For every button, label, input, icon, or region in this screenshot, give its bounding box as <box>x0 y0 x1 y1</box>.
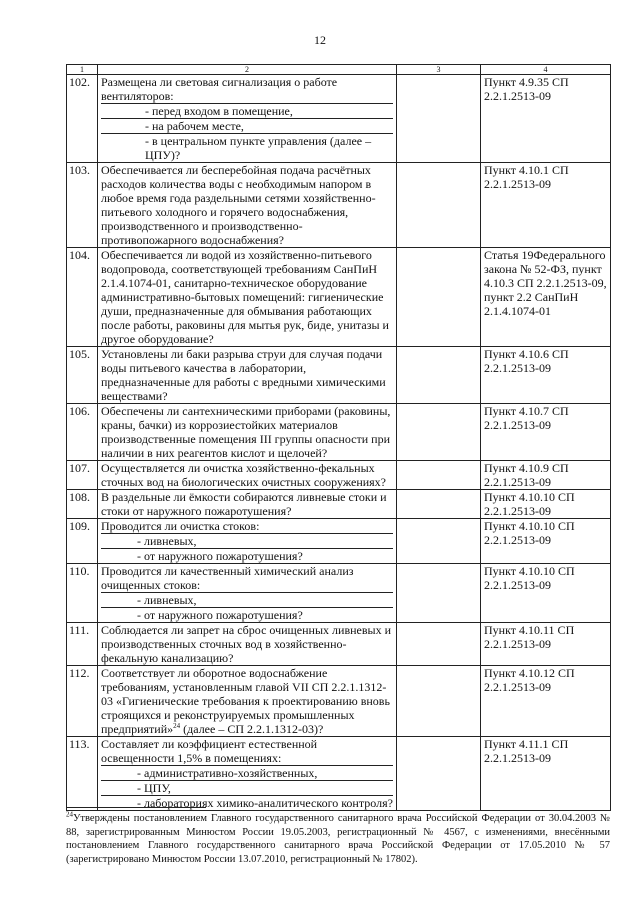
answer-cell <box>397 737 481 811</box>
footnote <box>66 812 610 866</box>
sub-item: - ливневых, <box>101 593 393 608</box>
sub-item: - от наружного пожаротушения? <box>137 608 303 622</box>
sub-item: - ливневых, <box>101 534 393 549</box>
item-question: Обеспечивается ли водой из хозяйственно-питьевого водопровода, соответствующей требованиям СанПиН 2.1.4.1074-01, санитарно-техническое оборудование административно-бытовых помещений: гигиенические души, предназначенные для обмывания работающих после работы, раковины для мытья рук, биде, унитазы и другое оборудование? <box>98 248 397 347</box>
item-number: 109. <box>67 519 98 564</box>
item-question: Обеспечивается ли бесперебойная подача расчётных расходов количества воды с необходимым напором в любое время года раздельными сетями хозяйственно-питьевого холодного и горячего водоснабжения, производственного и производственно-противопожарного водоснабжения? <box>98 163 397 248</box>
item-reference: Пункт 4.10.12 СП 2.2.1.2513-09 <box>481 666 611 737</box>
item-reference: Пункт 4.9.35 СП 2.2.1.2513-09 <box>481 75 611 163</box>
item-reference: Статья 19Федерального закона № 52-ФЗ, пункт 4.10.3 СП 2.2.1.2513-09, пункт 2.2 СанПиН 2.1.4.1074-01 <box>481 248 611 347</box>
sub-item: - перед входом в помещение, <box>101 104 393 119</box>
table-row <box>67 75 611 163</box>
item-question: Установлены ли баки разрыва струи для случая подачи воды питьевого качества в лаборатории, предназначенные для работы с вредными химическими веществами? <box>98 347 397 404</box>
table-row <box>67 737 611 811</box>
table-row <box>67 666 611 737</box>
item-question: Осуществляется ли очистка хозяйственно-фекальных сточных вод на биологических очистных сооружениях? <box>98 461 397 490</box>
item-number: 104. <box>67 248 98 347</box>
item-number: 112. <box>67 666 98 737</box>
sub-item: - ЦПУ, <box>101 781 393 796</box>
item-question: Соблюдается ли запрет на сброс очищенных ливневых и производственных сточных вод в хозяйственно-фекальную канализацию? <box>98 623 397 666</box>
item-question: Проводится ли качественный химический анализ очищенных стоков: - ливневых, - от наружного пожаротушения? <box>98 564 397 623</box>
item-reference: Пункт 4.10.11 СП 2.2.1.2513-09 <box>481 623 611 666</box>
item-number: 108. <box>67 490 98 519</box>
answer-cell <box>397 163 481 248</box>
answer-cell <box>397 623 481 666</box>
column-header: 2 <box>98 65 397 75</box>
item-reference: Пункт 4.10.10 СП 2.2.1.2513-09 <box>481 490 611 519</box>
item-reference: Пункт 4.10.6 СП 2.2.1.2513-09 <box>481 347 611 404</box>
checklist-table <box>66 64 611 811</box>
sub-item: - в центральном пункте управления (далее – ЦПУ)? <box>145 134 372 162</box>
item-reference: Пункт 4.10.9 СП 2.2.1.2513-09 <box>481 461 611 490</box>
table-row <box>67 163 611 248</box>
answer-cell <box>397 461 481 490</box>
sub-item: - от наружного пожаротушения? <box>137 549 303 563</box>
page-number: 12 <box>314 33 326 47</box>
table-row <box>67 623 611 666</box>
item-number: 106. <box>67 404 98 461</box>
answer-cell <box>397 666 481 737</box>
item-number: 113. <box>67 737 98 811</box>
item-number: 107. <box>67 461 98 490</box>
item-reference: Пункт 4.10.10 СП 2.2.1.2513-09 <box>481 519 611 564</box>
table-row <box>67 347 611 404</box>
item-question: Составляет ли коэффициент естественной освещенности 1,5% в помещениях: - административно-хозяйственных, - ЦПУ, - лабораториях химико-аналитического контроля? <box>98 737 397 811</box>
item-reference: Пункт 4.10.7 СП 2.2.1.2513-09 <box>481 404 611 461</box>
column-header: 4 <box>481 65 611 75</box>
answer-cell <box>397 519 481 564</box>
table-row <box>67 461 611 490</box>
footnote-marker: 24 <box>173 722 181 730</box>
answer-cell <box>397 248 481 347</box>
item-number: 111. <box>67 623 98 666</box>
item-question: Размещена ли световая сигнализация о работе вентиляторов: - перед входом в помещение, - на рабочем месте, - в центральном пункте управления (далее – ЦПУ)? <box>98 75 397 163</box>
table-row <box>67 564 611 623</box>
footnote-divider <box>66 807 206 808</box>
item-reference: Пункт 4.11.1 СП 2.2.1.2513-09 <box>481 737 611 811</box>
answer-cell <box>397 347 481 404</box>
column-header: 3 <box>397 65 481 75</box>
sub-item: - лабораториях химико-аналитического контроля? <box>137 796 393 810</box>
table-row <box>67 490 611 519</box>
item-number: 102. <box>67 75 98 163</box>
answer-cell <box>397 490 481 519</box>
table-row <box>67 248 611 347</box>
answer-cell <box>397 404 481 461</box>
item-number: 103. <box>67 163 98 248</box>
footnote-text: Утверждены постановлением Главного государственного санитарного врача Российской Федерации от 30.04.2003 № 88, зарегистрированным Минюстом России 19.05.2003, регистрационный № 4567, с изменениями, внесёнными постановлением Главного государственного санитарного врача Российской Федерации от 17.05.2010 № 57 (зарегистрировано Минюстом России 13.07.2010, регистрационный № 17802). <box>66 813 610 865</box>
item-reference: Пункт 4.10.10 СП 2.2.1.2513-09 <box>481 564 611 623</box>
item-question: В раздельные ли ёмкости собираются ливневые стоки и стоки от наружного пожаротушения? <box>98 490 397 519</box>
item-number: 105. <box>67 347 98 404</box>
item-number: 110. <box>67 564 98 623</box>
answer-cell <box>397 564 481 623</box>
item-reference: Пункт 4.10.1 СП 2.2.1.2513-09 <box>481 163 611 248</box>
item-question: Проводится ли очистка стоков: - ливневых, - от наружного пожаротушения? <box>98 519 397 564</box>
item-question: Соответствует ли оборотное водоснабжение требованиям, установленным главой VII СП 2.2.1.1312-03 «Гигиенические требования к проектированию вновь строящихся и реконструируемых промышленных предприятий»$^{24}$ (далее – СП 2.2.1.1312-03)? <box>98 666 397 737</box>
answer-cell <box>397 75 481 163</box>
sub-item: - на рабочем месте, <box>101 119 393 134</box>
footnote-mark: 24 <box>66 810 73 819</box>
table-row <box>67 519 611 564</box>
column-header-row <box>67 65 611 75</box>
sub-item: - административно-хозяйственных, <box>101 766 393 781</box>
table-row <box>67 404 611 461</box>
item-question: Обеспечены ли сантехническими приборами (раковины, краны, бачки) из коррозиестойких материалов производственные помещения III группы опасности при наличии в них реагентов кислот и щелочей? <box>98 404 397 461</box>
column-header: 1 <box>67 65 98 75</box>
